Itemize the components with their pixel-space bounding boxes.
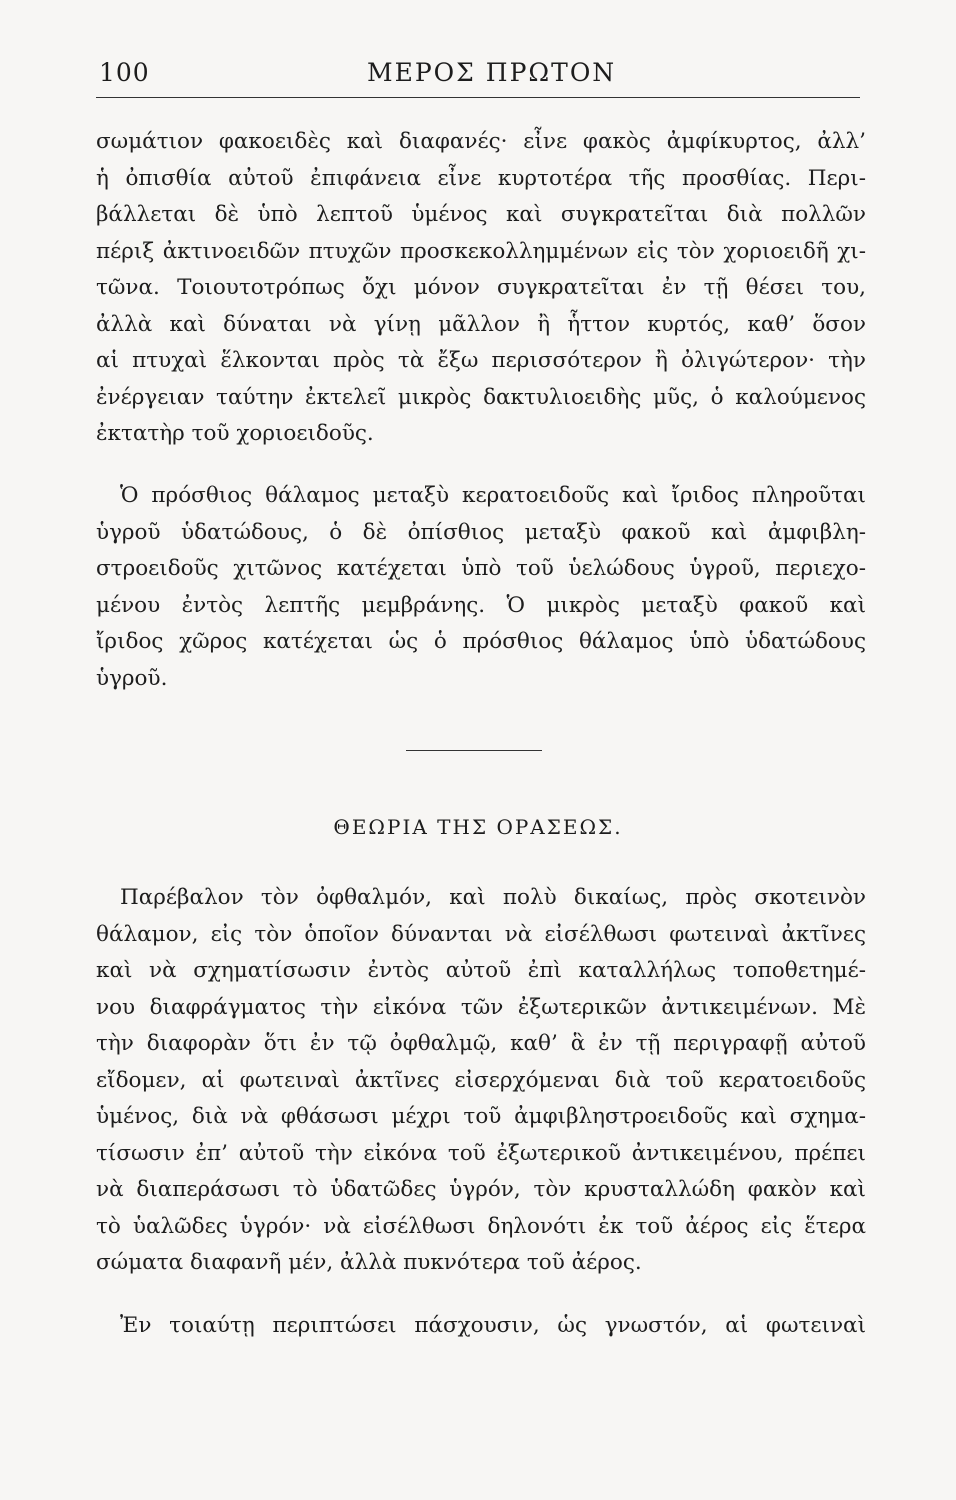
paragraph-theory-of-vision: [96, 880, 866, 1282]
text-line: μένου ἐντὸς λεπτῆς μεμβράνης. Ὁ μικρὸς μεταξὺ φακοῦ καὶ: [96, 592, 866, 618]
text-line: ἐκτατὴρ τοῦ χοριοειδοῦς.: [96, 421, 374, 446]
text-line: ἀλλὰ καὶ δύναται νὰ γίνῃ μᾶλλον ἢ ἧττον κυρτός, καθ’ ὅσον: [96, 311, 866, 337]
text-line: ἡ ὀπισθία αὐτοῦ ἐπιφάνεια εἶνε κυρτοτέρα τῆς προσθίας. Περι-: [96, 165, 866, 191]
text-line: Παρέβαλον τὸν ὀφθαλμόν, καὶ πολὺ δικαίως, πρὸς σκοτεινὸν: [120, 885, 866, 910]
text-line: τὸ ὑαλῶδες ὑγρόν· νὰ εἰσέλθωσι δηλονότι ἐκ τοῦ ἀέρος εἰς ἕτερα: [96, 1213, 866, 1239]
header-rule: [96, 97, 860, 98]
text-line: ὑμένος, διὰ νὰ φθάσωσι μέχρι τοῦ ἀμφιβληστροειδοῦς καὶ σχημα-: [96, 1104, 866, 1129]
section-heading: ΘΕΩΡΙΑ ΤΗΣ ΟΡΑΣΕΩΣ.: [333, 815, 623, 839]
text-line: βάλλεται δὲ ὑπὸ λεπτοῦ ὑμένος καὶ συγκρατεῖται διὰ πολλῶν: [96, 202, 866, 227]
text-line: σωμάτιον φακοειδὲς καὶ διαφανές· εἶνε φακὸς ἀμφίκυρτος, ἀλλ’: [96, 129, 866, 154]
text-line: Ὁ πρόσθιος θάλαμος μεταξὺ κερατοειδοῦς καὶ ἴριδος πληροῦται: [120, 483, 866, 508]
text-line: σώματα διαφανῆ μέν, ἀλλὰ πυκνότερα τοῦ ἀέρος.: [96, 1250, 642, 1275]
text-line: στροειδοῦς χιτῶνος κατέχεται ὑπὸ τοῦ ὑελώδους ὑγροῦ, περιεχο-: [96, 556, 866, 581]
text-line: νου διαφράγματος τὴν εἰκόνα τῶν ἐξωτερικῶν ἀντικειμένων. Μὲ: [96, 994, 866, 1020]
text-line: ὑγροῦ ὑδατώδους, ὁ δὲ ὀπίσθιος μεταξὺ φακοῦ καὶ ἀμφιβλη-: [96, 519, 866, 545]
text-line: τὴν διαφορὰν ὅτι ἐν τῷ ὀφθαλμῷ, καθ’ ἃ ἐν τῇ περιγραφῇ αὐτοῦ: [96, 1031, 866, 1056]
text-line: Ἐν τοιαύτῃ περιπτώσει πάσχουσιν, ὡς γνωστόν, αἱ φωτειναὶ: [120, 1313, 866, 1338]
paragraph-refraction-start: [96, 1308, 866, 1345]
text-line: ἴριδος χῶρος κατέχεται ὡς ὁ πρόσθιος θάλαμος ὑπὸ ὑδατώδους: [96, 629, 866, 654]
page-header: [97, 58, 859, 92]
paragraph-chambers: [96, 478, 866, 697]
text-line: τῶνα. Τοιουτοτρόπως ὄχι μόνον συγκρατεῖται ἐν τῇ θέσει του,: [96, 275, 866, 300]
paragraph-lens-description: [96, 124, 866, 453]
text-line: ὑγροῦ.: [96, 665, 168, 691]
running-title: ΜΕΡΟΣ ΠΡΩΤΟΝ: [367, 58, 617, 87]
page-number: 100: [99, 58, 150, 87]
text-line: εἴδομεν, αἱ φωτειναὶ ἀκτῖνες εἰσερχόμεναι διὰ τοῦ κερατοειδοῦς: [96, 1067, 866, 1093]
text-line: καὶ νὰ σχηματίσωσιν ἐντὸς αὐτοῦ ἐπὶ καταλλήλως τοποθετημέ-: [96, 958, 866, 983]
section-separator: [406, 750, 542, 751]
text-line: ἐνέργειαν ταύτην ἐκτελεῖ μικρὸς δακτυλιοειδὴς μῦς, ὁ καλούμενος: [96, 384, 866, 410]
text-line: θάλαμον, εἰς τὸν ὁποῖον δύνανται νὰ εἰσέλθωσι φωτειναὶ ἀκτῖνες: [96, 921, 866, 947]
text-line: νὰ διαπεράσωσι τὸ ὑδατῶδες ὑγρόν, τὸν κρυσταλλώδη φακὸν καὶ: [96, 1177, 866, 1202]
text-line: πέριξ ἀκτινοειδῶν πτυχῶν προσκεκολλημμένων εἰς τὸν χοριοειδῆ χι-: [96, 238, 866, 264]
text-line: αἱ πτυχαὶ ἕλκονται πρὸς τὰ ἔξω περισσότερον ἢ ὀλιγώτερον· τὴν: [96, 348, 866, 373]
text-line: τίσωσιν ἐπ’ αὐτοῦ τὴν εἰκόνα τοῦ ἐξωτερικοῦ ἀντικειμένου, πρέπει: [96, 1140, 866, 1166]
